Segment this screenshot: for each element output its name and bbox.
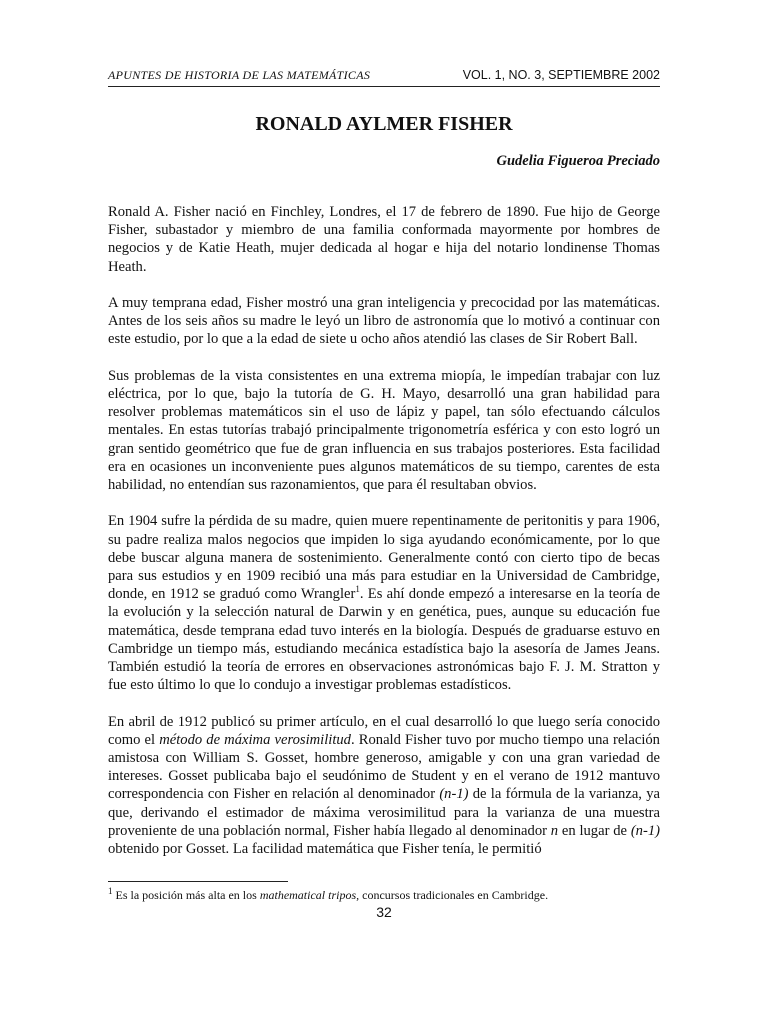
article-title: RONALD AYLMER FISHER: [255, 113, 513, 135]
paragraph-5-text-b: . Ronald Fisher tuvo por mucho tiempo una relación amistosa con William S. Gosset, hombre generoso, amigable y con una gran variedad de intereses. Gosset publicaba bajo el seudónimo de Student y en el verano de 1912 mantuvo correspondencia con Fisher en relación al denominador: [108, 731, 660, 803]
author-name: Gudelia Figueroa Preciado: [496, 153, 660, 169]
footnote-text-a: Es la posición más alta en los: [112, 888, 260, 902]
footnote-emphasis: mathematical tripos,: [259, 888, 360, 902]
article-body: [108, 203, 660, 876]
emphasis-n-minus-1: (n-1): [439, 786, 469, 803]
page-number: 32: [376, 904, 392, 920]
issue-info: VOL. 1, NO. 3, SEPTIEMBRE 2002: [462, 68, 660, 82]
paragraph-3: Sus problemas de la vista consistentes en una extrema miopía, le impedían trabajar con luz eléctrica, por lo que, bajo la tutoría de G. H. Mayo, desarrolló una gran habilidad para resolver problemas matemáticos sin el uso de lápiz y papel, tan sólo efectuando cálculos mentales. En estas tutorías trabajó principalmente trigonometría esférica y con esto logró un gran sentido geométrico que fue de gran influencia en sus trabajos posteriores. Esta facilidad era en ocasiones un inconveniente pues algunos matemáticos de su tiempo, carentes de esta habilidad, no entendían sus razonamientos, que para él resultaban obvios.: [108, 367, 660, 494]
paragraph-5-text-e: obtenido por Gosset. La facilidad matemática que Fisher tenía, le permitió: [108, 841, 542, 858]
emphasis-method: método de máxima verosimilitud: [159, 731, 351, 748]
paragraph-4: [108, 512, 660, 694]
paragraph-5-text-a: En abril de 1912 publicó su primer artículo, en el cual desarrolló lo que luego sería conocido como el: [108, 713, 660, 748]
footnote-divider: [108, 881, 288, 882]
paragraph-4-text-b: . Es ahí donde empezó a interesarse en la teoría de la evolución y la selección natural de Darwin y en genética, pues, aunque su educación fue matemática, desde temprana edad tuvo interés en la biología. Después de graduarse estuvo en Cambridge un tiempo más, estudiando mecánica estadística bajo la asesoría de James Jeans. También estudió la teoría de errores en observaciones astronómicas bajo F. J. M. Stratton y fue esto último lo que lo condujo a investigar problemas estadísticos.: [108, 586, 660, 694]
running-header: [108, 66, 660, 87]
paragraph-5-text-d: en lugar de: [558, 822, 631, 839]
footnote-mark: 1: [108, 886, 113, 896]
paragraph-1: Ronald A. Fisher nació en Finchley, Londres, el 17 de febrero de 1890. Fue hijo de George Fisher, subastador y miembro de una familia conformada mayormente por hombres de negocios y de Katie Heath, mujer dedicada al hogar e hija del notario londinense Thomas Heath.: [108, 204, 660, 275]
emphasis-n: n: [550, 822, 559, 839]
footnote-reference: 1: [355, 584, 360, 595]
footnote: [108, 888, 660, 903]
paragraph-5-text-c: de la fórmula de la varianza, ya que, derivando el estimador de máxima verosimilitud para la varianza de una muestra proveniente de una población normal, Fisher había llegado al denominador: [108, 786, 660, 839]
emphasis-n-minus-1-b: (n-1): [630, 822, 660, 839]
paragraph-5: [108, 713, 660, 859]
journal-name: APUNTES DE HISTORIA DE LAS MATEMÁTICAS: [108, 68, 371, 82]
paragraph-2: A muy temprana edad, Fisher mostró una gran inteligencia y precocidad por las matemáticas. Antes de los seis años su madre le leyó un libro de astronomía que lo motivó a continuar con este estudio, por lo que a la edad de siete u ocho años atendió las clases de Sir Robert Ball.: [108, 295, 660, 348]
footnote-text-b: concursos tradicionales en Cambridge.: [359, 888, 549, 902]
paragraph-4-text-a: En 1904 sufre la pérdida de su madre, quien muere repentinamente de peritonitis y para 1906, su padre realiza malos negocios que impiden lo siga ayudando económicamente, por lo que debe buscar alguna manera de sostenimiento. Generalmente contó con cierto tipo de becas para sus estudios y en 1909 recibió una más para estudiar en la Universidad de Cambridge, donde, en 1912 se graduó como Wrangler: [108, 513, 660, 603]
